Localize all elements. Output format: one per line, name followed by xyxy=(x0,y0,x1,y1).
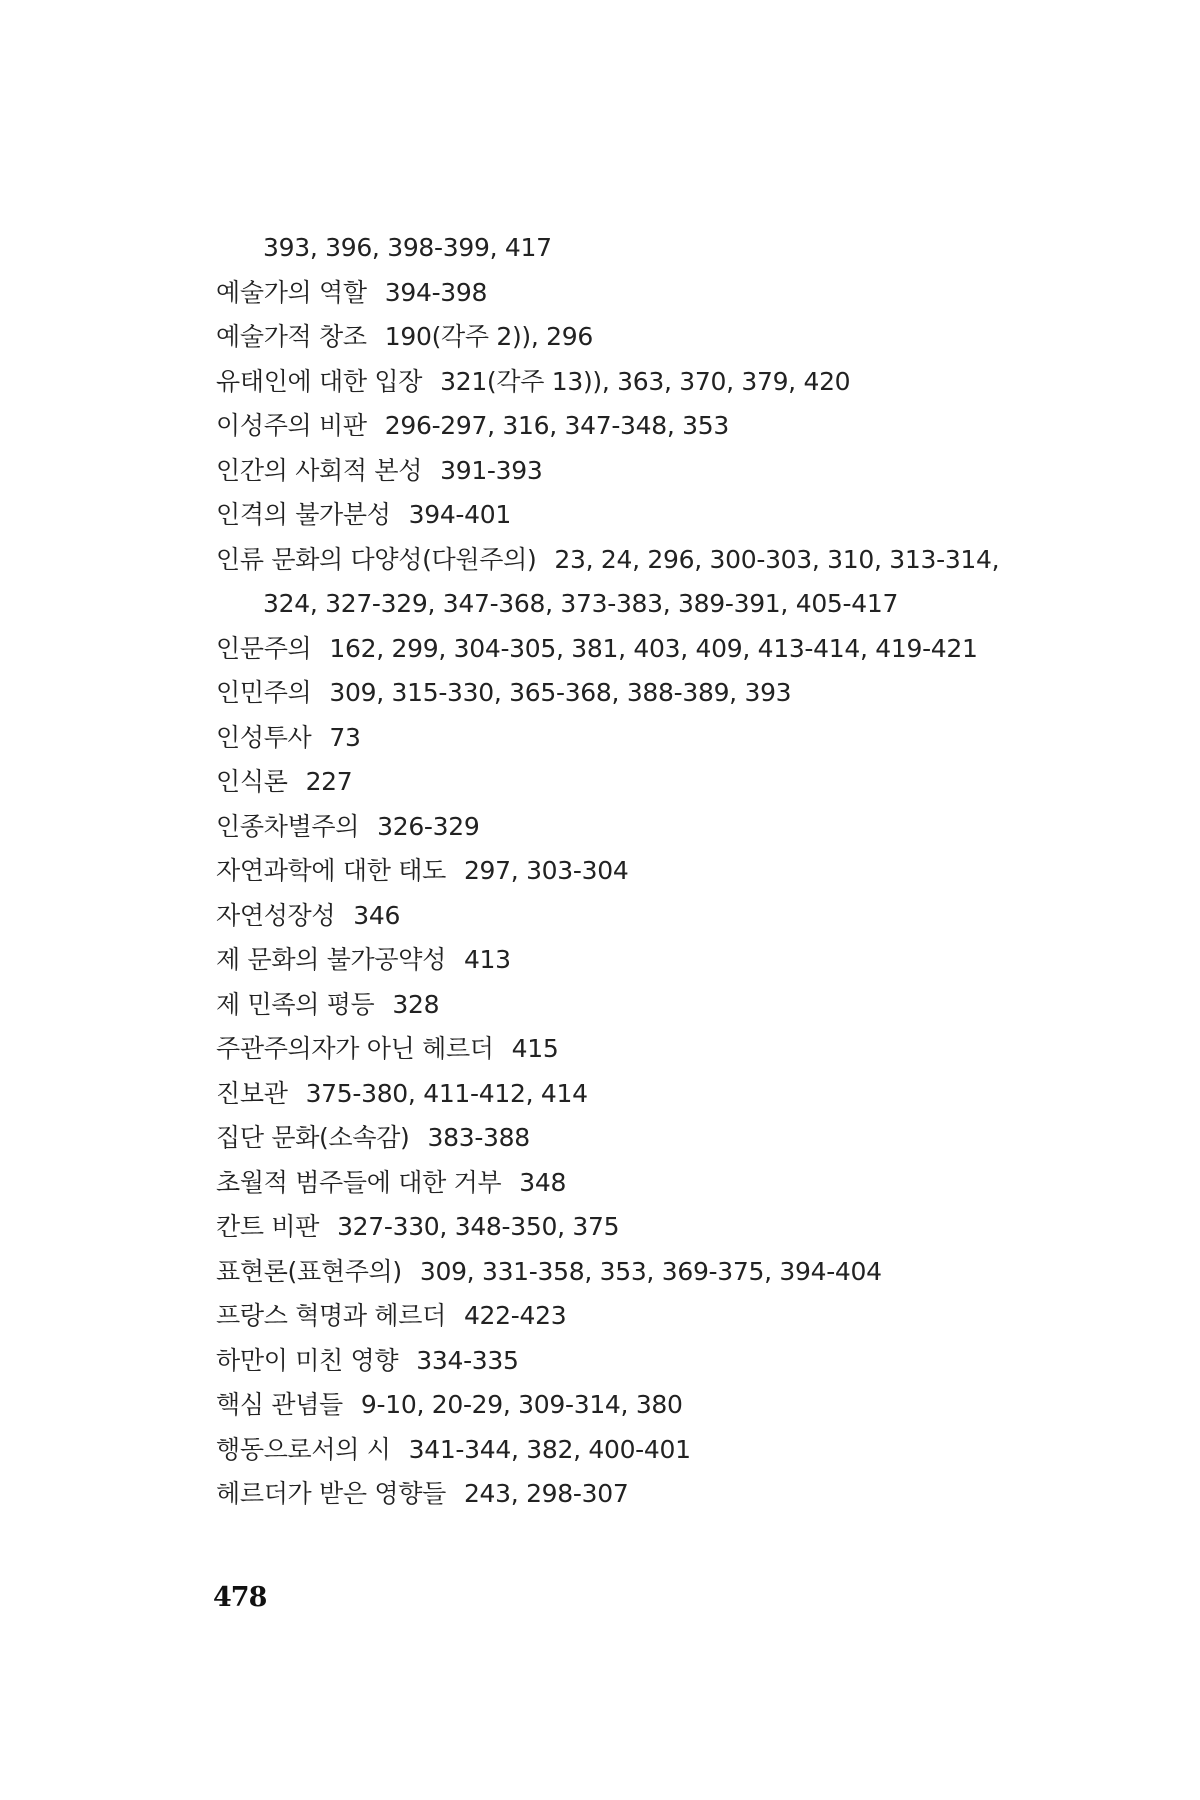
index-entry xyxy=(216,1250,1116,1295)
index-entry xyxy=(216,1072,1116,1117)
index-entry-term: 주관주의자가 아닌 헤르더 xyxy=(216,1034,494,1063)
index-entry-term: 헤르더가 받은 영향들 xyxy=(216,1479,446,1508)
index-entry-term: 집단 문화(소속감) xyxy=(216,1123,410,1152)
index-entry-pages: 227 xyxy=(305,767,353,796)
index-entry-pages: 394-401 xyxy=(408,500,511,529)
index-entry-pages: 324, 327-329, 347-368, 373-383, 389-391, 405-417 xyxy=(263,589,899,618)
index-entry-pages: 413 xyxy=(463,945,511,974)
index-entry xyxy=(216,716,1116,761)
index-entry xyxy=(216,1339,1116,1384)
index-entry xyxy=(216,805,1116,850)
index-entry-pages: 190(각주 2)), 296 xyxy=(384,322,593,351)
index-entry xyxy=(216,449,1116,494)
index-entry xyxy=(216,1383,1116,1428)
index-entry-term: 행동으로서의 시 xyxy=(216,1434,391,1464)
index-entry-term: 이성주의 비판 xyxy=(216,411,367,440)
index-entry-pages: 348 xyxy=(519,1167,567,1197)
index-entry xyxy=(216,1027,1116,1072)
index-entry-term: 진보관 xyxy=(216,1078,288,1108)
index-entry-pages: 321(각주 13)), 363, 370, 379, 420 xyxy=(440,366,851,396)
index-entry-term: 인격의 불가분성 xyxy=(216,500,391,529)
index-entry-pages: 327-330, 348-350, 375 xyxy=(337,1212,620,1241)
index-entry-term: 인간의 사회적 본성 xyxy=(216,455,423,485)
index-entry-pages: 394-398 xyxy=(384,277,488,307)
index-entry-pages: 334-335 xyxy=(416,1345,519,1375)
index-entry-term: 인식론 xyxy=(216,767,288,796)
index-entry-term: 인류 문화의 다양성(다원주의) xyxy=(216,544,537,574)
index-entry xyxy=(216,849,1116,894)
index-entry-pages: 73 xyxy=(329,722,361,752)
index-entry-continuation xyxy=(216,226,1116,271)
index-entry-pages: 162, 299, 304-305, 381, 403, 409, 413-414, 419-421 xyxy=(329,633,978,663)
index-entry-pages: 391-393 xyxy=(440,455,543,485)
index-entry xyxy=(216,1116,1116,1161)
index-entry-pages: 23, 24, 296, 300-303, 310, 313-314, xyxy=(554,544,1000,574)
index-entry-term: 인민주의 xyxy=(216,678,312,707)
index-entry xyxy=(216,404,1116,449)
index-entry-pages: 393, 396, 398-399, 417 xyxy=(263,233,552,262)
index-entry xyxy=(216,671,1116,716)
index-entry-pages: 309, 315-330, 365-368, 388-389, 393 xyxy=(329,678,792,707)
index-entry-term: 자연성장성 xyxy=(216,900,336,930)
index-entry-term: 초월적 범주들에 대한 거부 xyxy=(216,1167,502,1197)
index-entry xyxy=(216,1205,1116,1250)
index-entry-term: 자연과학에 대한 태도 xyxy=(216,856,446,885)
index-entry-term: 하만이 미친 영향 xyxy=(216,1345,399,1375)
index-entry-term: 예술가적 창조 xyxy=(216,322,367,351)
index-entry-pages: 383-388 xyxy=(427,1123,530,1152)
index-entry xyxy=(216,760,1116,805)
index-entry-term: 제 문화의 불가공약성 xyxy=(216,945,446,974)
index-entry-term: 인종차별주의 xyxy=(216,811,360,841)
index-entry-pages: 415 xyxy=(511,1034,559,1063)
index-entry xyxy=(216,627,1116,672)
index-entry xyxy=(216,1294,1116,1339)
index-entry xyxy=(216,360,1116,405)
index-entry xyxy=(216,1472,1116,1517)
index-entry-term: 표현론(표현주의) xyxy=(216,1256,402,1286)
index-entry-term: 칸트 비판 xyxy=(216,1212,320,1241)
index-entry-term: 프랑스 혁명과 헤르더 xyxy=(216,1301,446,1330)
index-entry xyxy=(216,1428,1116,1473)
index-entry xyxy=(216,315,1116,360)
index-entry xyxy=(216,538,1116,583)
index-entry-pages: 341-344, 382, 400-401 xyxy=(408,1434,691,1464)
index-entry-continuation xyxy=(216,582,1116,627)
index-entry-pages: 309, 331-358, 353, 369-375, 394-404 xyxy=(419,1256,882,1286)
index-entry-pages: 375-380, 411-412, 414 xyxy=(305,1078,588,1108)
index-entry-term: 제 민족의 평등 xyxy=(216,989,375,1019)
index-entry-term: 인성투사 xyxy=(216,722,312,752)
page-number: 478 xyxy=(213,1582,267,1613)
index-entry xyxy=(216,983,1116,1028)
index-entry xyxy=(216,938,1116,983)
index-entry-pages: 297, 303-304 xyxy=(463,856,629,885)
index-entry-pages: 326-329 xyxy=(377,811,480,841)
index-entry xyxy=(216,493,1116,538)
index-entry-term: 핵심 관념들 xyxy=(216,1390,343,1419)
index-entry-pages: 296-297, 316, 347-348, 353 xyxy=(384,411,729,440)
index-entry-term: 유태인에 대한 입장 xyxy=(216,366,423,396)
index-entry-pages: 328 xyxy=(392,989,440,1019)
index-entry xyxy=(216,894,1116,939)
index-entry-term: 예술가의 역할 xyxy=(216,277,367,307)
index-entry xyxy=(216,271,1116,316)
index-entry-term: 인문주의 xyxy=(216,633,312,663)
index-entry-pages: 346 xyxy=(353,900,401,930)
index-entry-pages: 422-423 xyxy=(463,1301,567,1330)
index-entry-pages: 9-10, 20-29, 309-314, 380 xyxy=(360,1390,683,1419)
index-entry-pages: 243, 298-307 xyxy=(463,1479,629,1508)
index-entry xyxy=(216,1161,1116,1206)
index-list xyxy=(216,226,1116,1517)
